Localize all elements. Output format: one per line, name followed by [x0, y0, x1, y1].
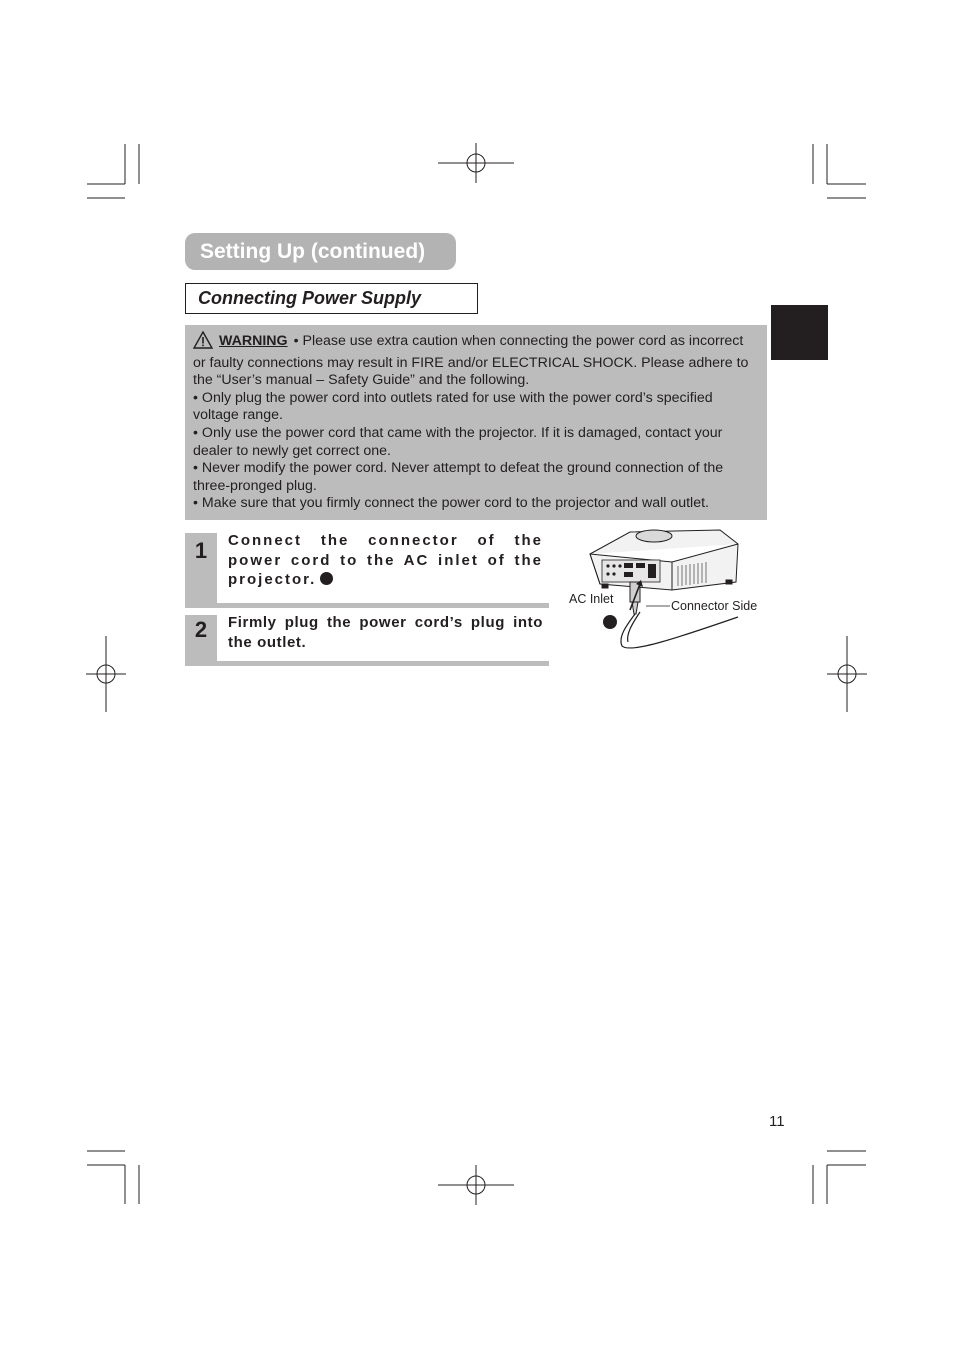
step-underline	[217, 661, 549, 666]
projector-power-cord-illustration	[560, 522, 770, 657]
step-text	[228, 531, 543, 590]
ac-inlet-label: AC Inlet	[569, 592, 614, 606]
step-2	[185, 615, 549, 666]
warning-box	[185, 325, 767, 520]
step-number: 1	[185, 533, 217, 608]
warning-bullet: • Never modify the power cord. Never attempt to defeat the ground connection of the three-pronged plug.	[193, 460, 724, 494]
chapter-tab-marker	[771, 305, 828, 360]
warning-bullet: • Make sure that you firmly connect the power cord to the projector and wall outlet.	[193, 495, 709, 512]
warning-label: WARNING	[219, 333, 288, 349]
section-title: Setting Up (continued)	[185, 233, 456, 270]
step-underline	[217, 603, 549, 608]
step-number: 2	[185, 615, 217, 666]
step-1-text: Connect the connector of the power cord to the AC inlet of the projector.	[228, 532, 543, 588]
warning-bullet: • Only plug the power cord into outlets rated for use with the power cord’s specified voltage range.	[193, 389, 713, 424]
connector-side-label: Connector Side	[671, 599, 758, 613]
page-number: 11	[769, 1113, 785, 1130]
step-1	[185, 533, 549, 608]
projector-icon	[560, 522, 770, 657]
step-2-text: Firmly plug the power cord’s plug into the outlet.	[228, 614, 543, 651]
warning-bullet: • Only use the power cord that came with the projector. If it is damaged, contact your dealer to newly get correct one.	[193, 424, 723, 459]
warning-intro-text: • Please use extra caution when connecting the power cord as incorrect or faulty connections may result in FIRE and/or ELECTRICAL SHOCK. Please adhere to the “User’s manual – Safety Guide” and the following.	[193, 333, 749, 389]
callout-a-dot-icon	[320, 572, 333, 585]
subheading-connecting-power-supply: Connecting Power Supply	[185, 283, 478, 314]
callout-a-dot-icon	[603, 615, 617, 629]
warning-triangle-icon	[193, 331, 213, 355]
warning-intro-paragraph	[193, 331, 755, 390]
